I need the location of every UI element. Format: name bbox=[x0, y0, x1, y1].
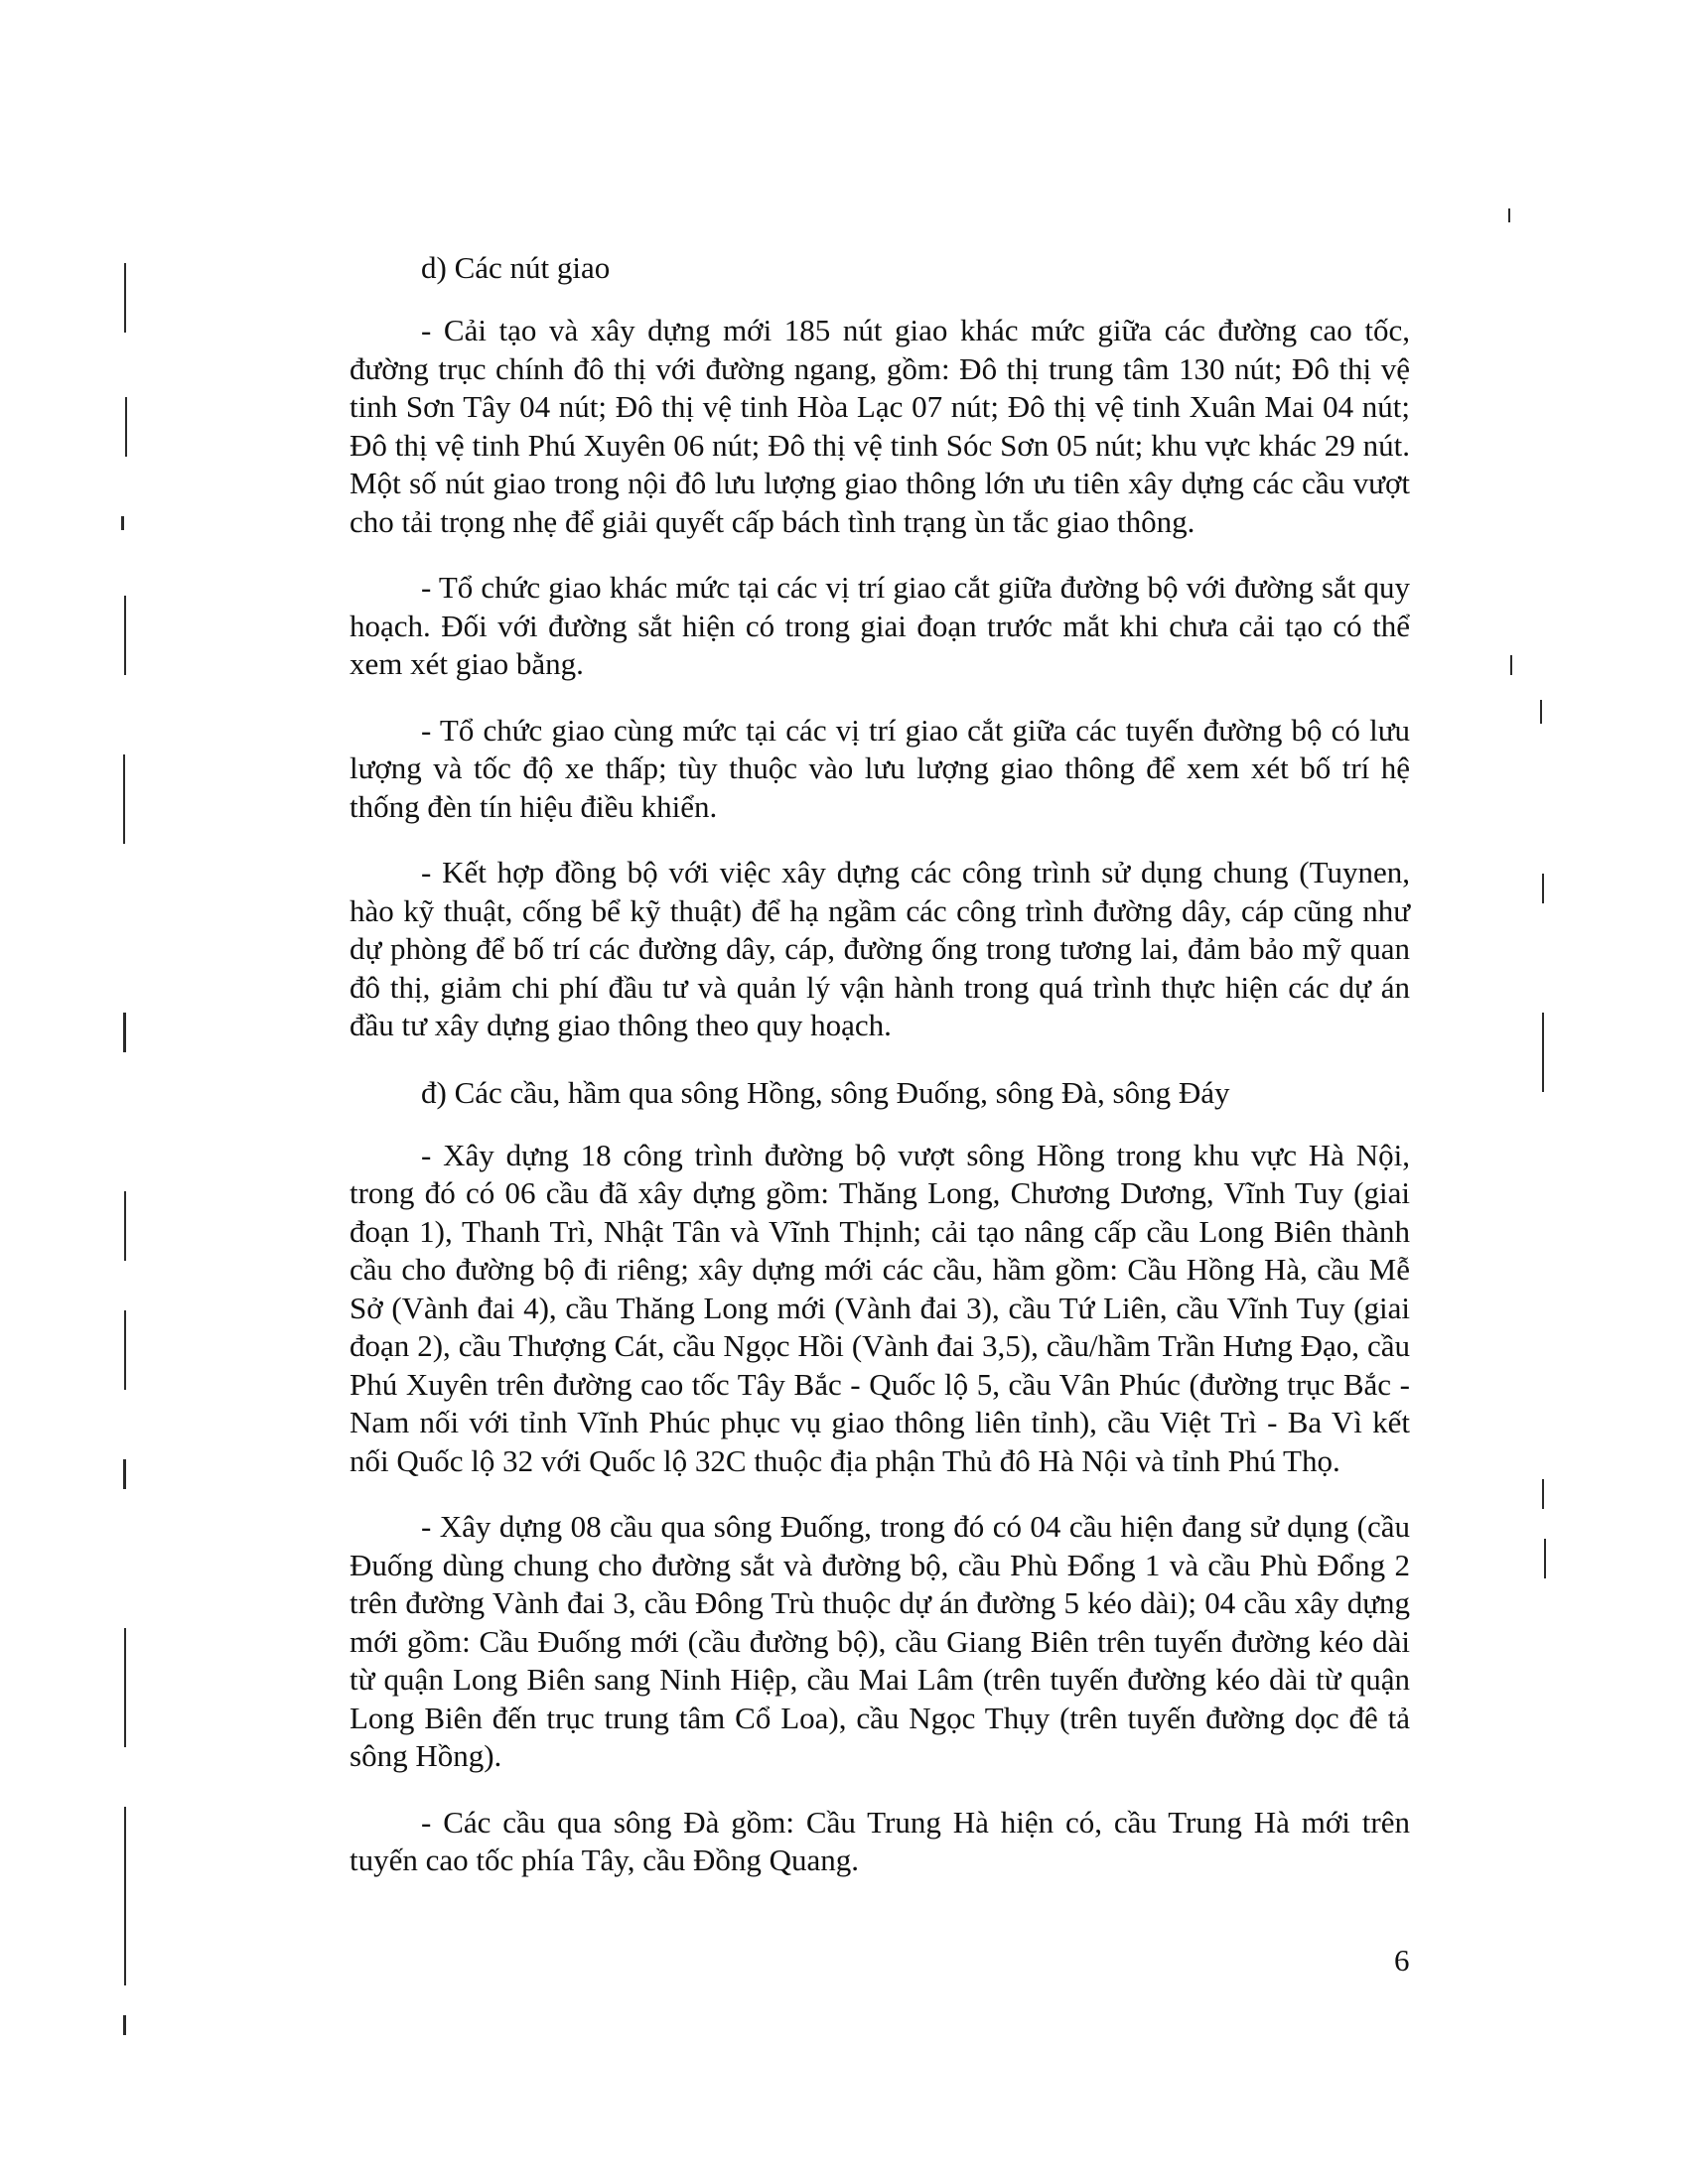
paragraph: - Xây dựng 08 cầu qua sông Đuống, trong đó có 04 cầu hiện đang sử dụng (cầu Đuống dùng chung cho đường sắt và đường bộ, cầu Phù Đổng 1 và cầu Phù Đổng 2 trên đường Vành đai 3, cầu Đông Trù thuộc dự án đường 5 kéo dài); 04 cầu xây dựng mới gồm: Cầu Đuống mới (cầu đường bộ), cầu Giang Biên trên tuyến đường kéo dài từ quận Long Biên sang Ninh Hiệp, cầu Mai Lâm (trên tuyến đường kéo dài từ quận Long Biên đến trục trung tâm Cổ Loa), cầu Ngọc Thụy (trên tuyến đường dọc đê tả sông Hồng). bbox=[350, 1509, 1410, 1773]
scan-edge-mark bbox=[1508, 208, 1510, 222]
paragraph: - Tổ chức giao khác mức tại các vị trí giao cắt giữa đường bộ với đường sắt quy hoạch. Đối với đường sắt hiện có trong giai đoạn trước mắt khi chưa cải tạo có thể xem xét giao bằng. bbox=[350, 570, 1410, 681]
scan-edge-mark bbox=[1510, 655, 1512, 675]
scan-edge-mark bbox=[1540, 700, 1542, 724]
scan-edge-mark bbox=[124, 596, 126, 675]
scan-edge-mark bbox=[125, 397, 127, 457]
paragraph: - Xây dựng 18 công trình đường bộ vượt sông Hồng trong khu vực Hà Nội, trong đó có 06 cầu đã xây dựng gồm: Thăng Long, Chương Dương, Vĩnh Tuy (giai đoạn 1), Thanh Trì, Nhật Tân và Vĩnh Thịnh; cải tạo nâng cấp cầu Long Biên thành cầu cho đường bộ đi riêng; xây dựng mới các cầu, hầm gồm: Cầu Hồng Hà, cầu Mễ Sở (Vành đai 4), cầu Thăng Long mới (Vành đai 3), cầu Tứ Liên, cầu Vĩnh Tuy (giai đoạn 2), cầu Thượng Cát, cầu Ngọc Hồi (Vành đai 3,5), cầu/hầm Trần Hưng Đạo, cầu Phú Xuyên trên đường cao tốc Tây Bắc - Quốc lộ 5, cầu Vân Phúc (đường trục Bắc - Nam nối với tỉnh Vĩnh Phúc phục vụ giao thông liên tỉnh), cầu Việt Trì - Ba Vì kết nối Quốc lộ 32 với Quốc lộ 32C thuộc địa phận Thủ đô Hà Nội và tỉnh Phú Thọ. bbox=[350, 1137, 1410, 1478]
section-intersections bbox=[350, 248, 1410, 1045]
section-bridges-tunnels bbox=[350, 1073, 1410, 1880]
scan-edge-mark bbox=[124, 263, 126, 333]
scan-edge-mark bbox=[124, 1191, 126, 1261]
paragraph: - Các cầu qua sông Đà gồm: Cầu Trung Hà hiện có, cầu Trung Hà mới trên tuyến cao tốc phía Tây, cầu Đồng Quang. bbox=[350, 1804, 1410, 1877]
document-body bbox=[350, 248, 1410, 1908]
scan-edge-mark bbox=[123, 2015, 126, 2035]
page-number: 6 bbox=[1394, 1943, 1410, 1978]
paragraph: - Kết hợp đồng bộ với việc xây dựng các công trình sử dụng chung (Tuynen, hào kỹ thuật, cống bể kỹ thuật) để hạ ngầm các công trình đường dây, cáp cũng như dự phòng để bố trí các đường dây, cáp, đường ống trong tương lai, đảm bảo mỹ quan đô thị, giảm chi phí đầu tư và quản lý vận hành trong quá trình thực hiện các dự án đầu tư xây dựng giao thông theo quy hoạch. bbox=[350, 855, 1410, 1042]
section-heading: d) Các nút giao bbox=[421, 250, 611, 285]
scan-edge-mark bbox=[1542, 1479, 1544, 1509]
scan-edge-mark bbox=[123, 754, 125, 844]
scan-edge-mark bbox=[1544, 1539, 1546, 1578]
scan-edge-mark bbox=[124, 1628, 126, 1747]
scan-edge-mark bbox=[123, 1459, 126, 1489]
scan-edge-mark bbox=[1542, 1013, 1544, 1092]
paragraph: - Tổ chức giao cùng mức tại các vị trí giao cắt giữa các tuyến đường bộ có lưu lượng và tốc độ xe thấp; tùy thuộc vào lưu lượng giao thông để xem xét bố trí hệ thống đèn tín hiệu điều khiển. bbox=[350, 712, 1410, 824]
scan-edge-mark bbox=[121, 516, 124, 530]
scan-edge-mark bbox=[123, 1013, 126, 1052]
scan-edge-mark bbox=[124, 1310, 126, 1390]
scan-edge-mark bbox=[1542, 874, 1544, 903]
section-heading: đ) Các cầu, hầm qua sông Hồng, sông Đuống, sông Đà, sông Đáy bbox=[421, 1074, 1230, 1110]
scan-edge-mark bbox=[124, 1807, 126, 1985]
paragraph: - Cải tạo và xây dựng mới 185 nút giao khác mức giữa các đường cao tốc, đường trục chính đô thị với đường ngang, gồm: Đô thị trung tâm 130 nút; Đô thị vệ tinh Sơn Tây 04 nút; Đô thị vệ tinh Hòa Lạc 07 nút; Đô thị vệ tinh Xuân Mai 04 nút; Đô thị vệ tinh Phú Xuyên 06 nút; Đô thị vệ tinh Sóc Sơn 05 nút; khu vực khác 29 nút. Một số nút giao trong nội đô lưu lượng giao thông lớn ưu tiên xây dựng các cầu vượt cho tải trọng nhẹ để giải quyết cấp bách tình trạng ùn tắc giao thông. bbox=[350, 313, 1410, 539]
